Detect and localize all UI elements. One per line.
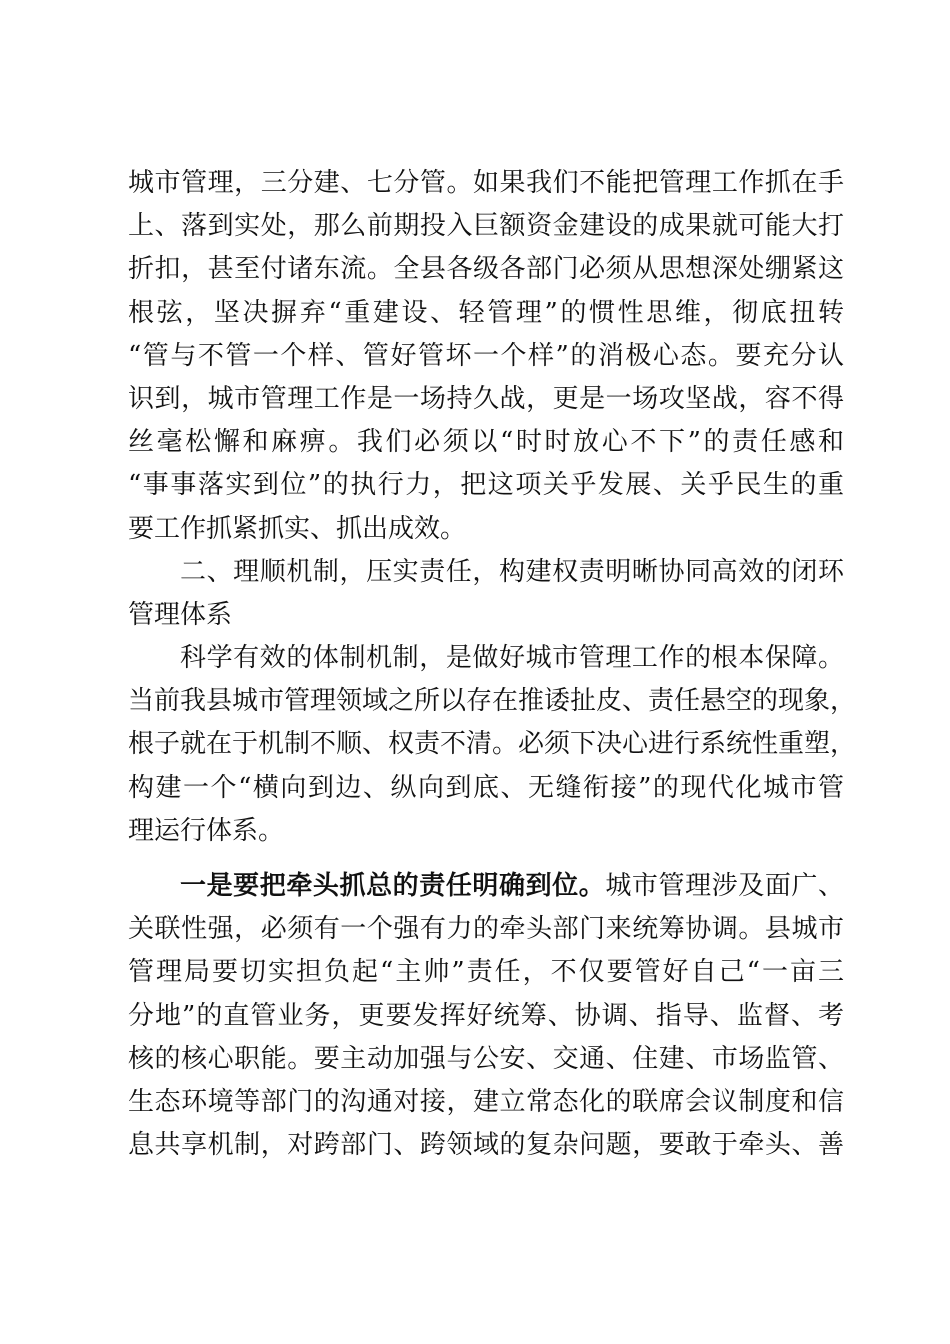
text-line: 识到，城市管理工作是一场持久战，更是一场攻坚战，容不得 <box>128 383 844 414</box>
text-line: 要工作抓紧抓实、抓出成效。 <box>128 513 467 544</box>
text-line: 科学有效的体制机制，是做好城市管理工作的根本保障。 <box>180 643 844 674</box>
bold-lead: 一是要把牵头抓总的责任明确到位。 <box>180 871 606 901</box>
text-line: 折扣，甚至付诸东流。全县各级各部门必须从思想深处绷紧这 <box>128 254 844 285</box>
text-line: 息共享机制，对跨部门、跨领域的复杂问题，要敢于牵头、善 <box>128 1130 844 1161</box>
text-line: 理运行体系。 <box>128 815 285 846</box>
section-heading-line: 管理体系 <box>128 599 233 630</box>
text-line: 关联性强，必须有一个强有力的牵头部门来统筹协调。县城市 <box>128 914 844 945</box>
text-line: 当前我县城市管理领域之所以存在推诿扯皮、责任悬空的现象， <box>128 686 857 717</box>
text-line: 根弦，坚决摒弃“重建设、轻管理”的惯性思维，彻底扭转 <box>128 297 844 328</box>
text-line: 分地”的直管业务，更要发挥好统筹、协调、指导、监督、考 <box>128 1000 844 1031</box>
text-line: 上、落到实处，那么前期投入巨额资金建设的成果就可能大打 <box>128 211 844 242</box>
text-line: 构建一个“横向到边、纵向到底、无缝衔接”的现代化城市管 <box>128 772 844 803</box>
text-line: 城市管理，三分建、七分管。如果我们不能把管理工作抓在手 <box>128 168 844 198</box>
text-segment: 城市管理涉及面广、 <box>605 871 844 901</box>
text-line: 核的核心职能。要主动加强与公安、交通、住建、市场监管、 <box>128 1043 844 1074</box>
text-line <box>128 865 844 908</box>
text-line: 丝毫松懈和麻痹。我们必须以“时时放心不下”的责任感和 <box>128 427 844 458</box>
section-heading-line: 二、理顺机制，压实责任，构建权责明晰协同高效的闭环 <box>180 556 844 587</box>
text-line: “管与不管一个样、管好管坏一个样”的消极心态。要充分认 <box>128 340 844 371</box>
text-line: “事事落实到位”的执行力，把这项关乎发展、关乎民生的重 <box>128 470 844 501</box>
text-line: 根子就在于机制不顺、权责不清。必须下决心进行系统性重塑， <box>128 729 857 760</box>
text-line: 生态环境等部门的沟通对接，建立常态化的联席会议制度和信 <box>128 1086 844 1117</box>
body-text <box>128 162 857 1167</box>
text-line: 管理局要切实担负起“主帅”责任，不仅要管好自己“一亩三 <box>128 957 844 988</box>
